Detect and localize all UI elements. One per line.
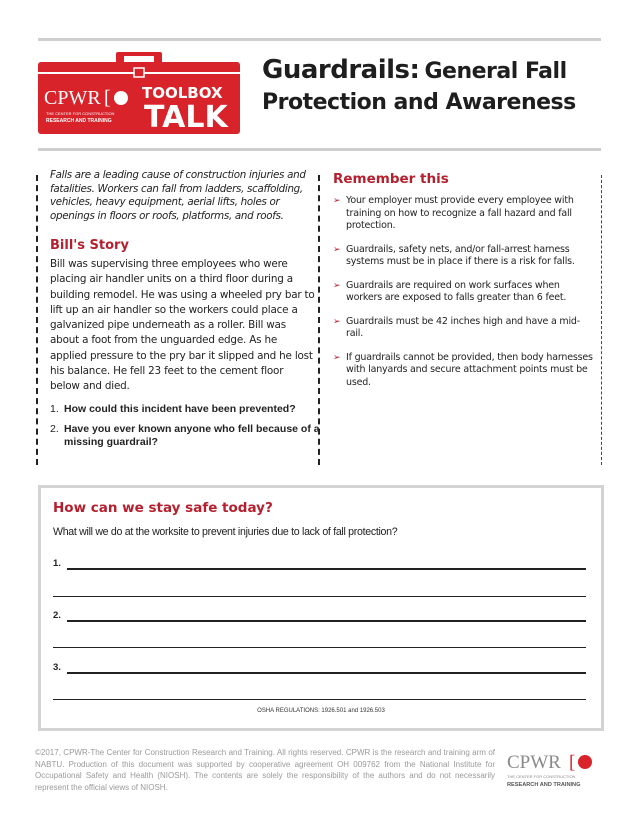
story-text: Bill was supervising three employees who were placing air handler units on a third floor during a building remodel. He was using a wheeled pry bar to lift up an air handler so the workers could place a galvanized pipe underneath as a roller. Bill was about a foot from the unguarded edge. As he applied pressure to the pry bar it slipped and he lost his balance. He fell 23 feet to the cement floor below and died. bbox=[50, 258, 315, 393]
arrow-bullet-icon: ➢ bbox=[333, 316, 341, 327]
osha-regulations: OSHA REGULATIONS: 1926.501 and 1926.503 bbox=[257, 708, 385, 714]
page-title bbox=[262, 55, 622, 118]
title-line2: Protection and Awareness bbox=[262, 90, 576, 115]
arrow-bullet-icon: ➢ bbox=[333, 244, 341, 255]
top-divider bbox=[38, 38, 601, 41]
header-divider bbox=[38, 148, 601, 151]
title-sub: General Fall bbox=[424, 59, 567, 84]
svg-text:CPWR: CPWR bbox=[44, 87, 101, 109]
remember-heading: Remember this bbox=[333, 171, 449, 187]
discussion-questions bbox=[50, 403, 320, 456]
stay-safe-box bbox=[38, 485, 604, 731]
answer-line-2-continued[interactable] bbox=[53, 634, 586, 648]
svg-text:RESEARCH AND TRAINING: RESEARCH AND TRAINING bbox=[46, 118, 112, 124]
story-heading: Bill's Story bbox=[50, 238, 129, 253]
copyright-footer: ©2017, CPWR-The Center for Construction Research and Training. All rights reserved. CPWR is the research and training arm of NABTU. Production of this document was supported by cooperative agreement OH 009762 from the National Institute for Occupational Safety and Health (NIOSH). The contents are solely the responsibility of the authors and do not necessarily represent the official views of NIOSH. bbox=[35, 748, 495, 792]
title-main: Guardrails: bbox=[262, 55, 420, 85]
svg-text:CPWR: CPWR bbox=[507, 752, 561, 773]
remember-item: ➢ Guardrails, safety nets, and/or fall-arrest harness systems must be in place if there is a risk for falls. bbox=[333, 243, 575, 267]
question-item: 1. How could this incident have been prevented? bbox=[50, 403, 296, 415]
svg-text:[: [ bbox=[569, 752, 576, 773]
svg-text:RESEARCH AND TRAINING: RESEARCH AND TRAINING bbox=[507, 782, 581, 788]
remember-item: ➢ If guardrails cannot be provided, then body harnesses with lanyards and secure attachment points must be used. bbox=[333, 351, 593, 388]
answer-line-1[interactable]: 1. bbox=[53, 556, 586, 570]
remember-item: ➢ Your employer must provide every employee with training on how to recognize a fall hazard and fall protection. bbox=[333, 195, 574, 231]
intro-text: Falls are a leading cause of construction injuries and fatalities. Workers can fall from ladders, scaffolding, vehicles, heavy equipment, aerial lifts, holes or openings in floors or roofs, platforms, and roofs. bbox=[50, 169, 306, 222]
remember-item: ➢ Guardrails are required on work surfaces when workers are exposed to falls greater than 6 feet. bbox=[333, 279, 567, 303]
answer-line-2[interactable]: 2. bbox=[53, 608, 586, 622]
svg-text:TALK: TALK bbox=[144, 100, 228, 134]
question-item: 2. Have you ever known anyone who fell because of a missing guardrail? bbox=[50, 422, 320, 448]
stay-safe-heading: How can we stay safe today? bbox=[53, 500, 273, 516]
answer-line-3[interactable]: 3. bbox=[53, 660, 586, 674]
cpwr-toolbox-talk-logo bbox=[38, 52, 240, 134]
left-dashed-border bbox=[36, 175, 38, 465]
remember-item: ➢ Guardrails must be 42 inches high and have a mid-rail. bbox=[333, 315, 580, 339]
arrow-bullet-icon: ➢ bbox=[333, 196, 341, 206]
answer-line-1-continued[interactable] bbox=[53, 583, 586, 597]
arrow-bullet-icon: ➢ bbox=[333, 280, 341, 291]
svg-text:[: [ bbox=[104, 87, 111, 109]
svg-text:TOOLBOX: TOOLBOX bbox=[142, 84, 223, 102]
right-dashed-border bbox=[601, 175, 602, 465]
answer-line-3-continued[interactable] bbox=[53, 686, 586, 700]
svg-text:THE CENTER FOR CONSTRUCTION: THE CENTER FOR CONSTRUCTION bbox=[46, 111, 115, 116]
svg-text:THE CENTER FOR CONSTRUCTION: THE CENTER FOR CONSTRUCTION bbox=[507, 774, 576, 779]
stay-safe-question: What will we do at the worksite to prevent injuries due to lack of fall protection? bbox=[53, 526, 398, 538]
arrow-bullet-icon: ➢ bbox=[333, 352, 341, 363]
cpwr-footer-logo bbox=[505, 748, 605, 793]
remember-list bbox=[333, 195, 595, 400]
